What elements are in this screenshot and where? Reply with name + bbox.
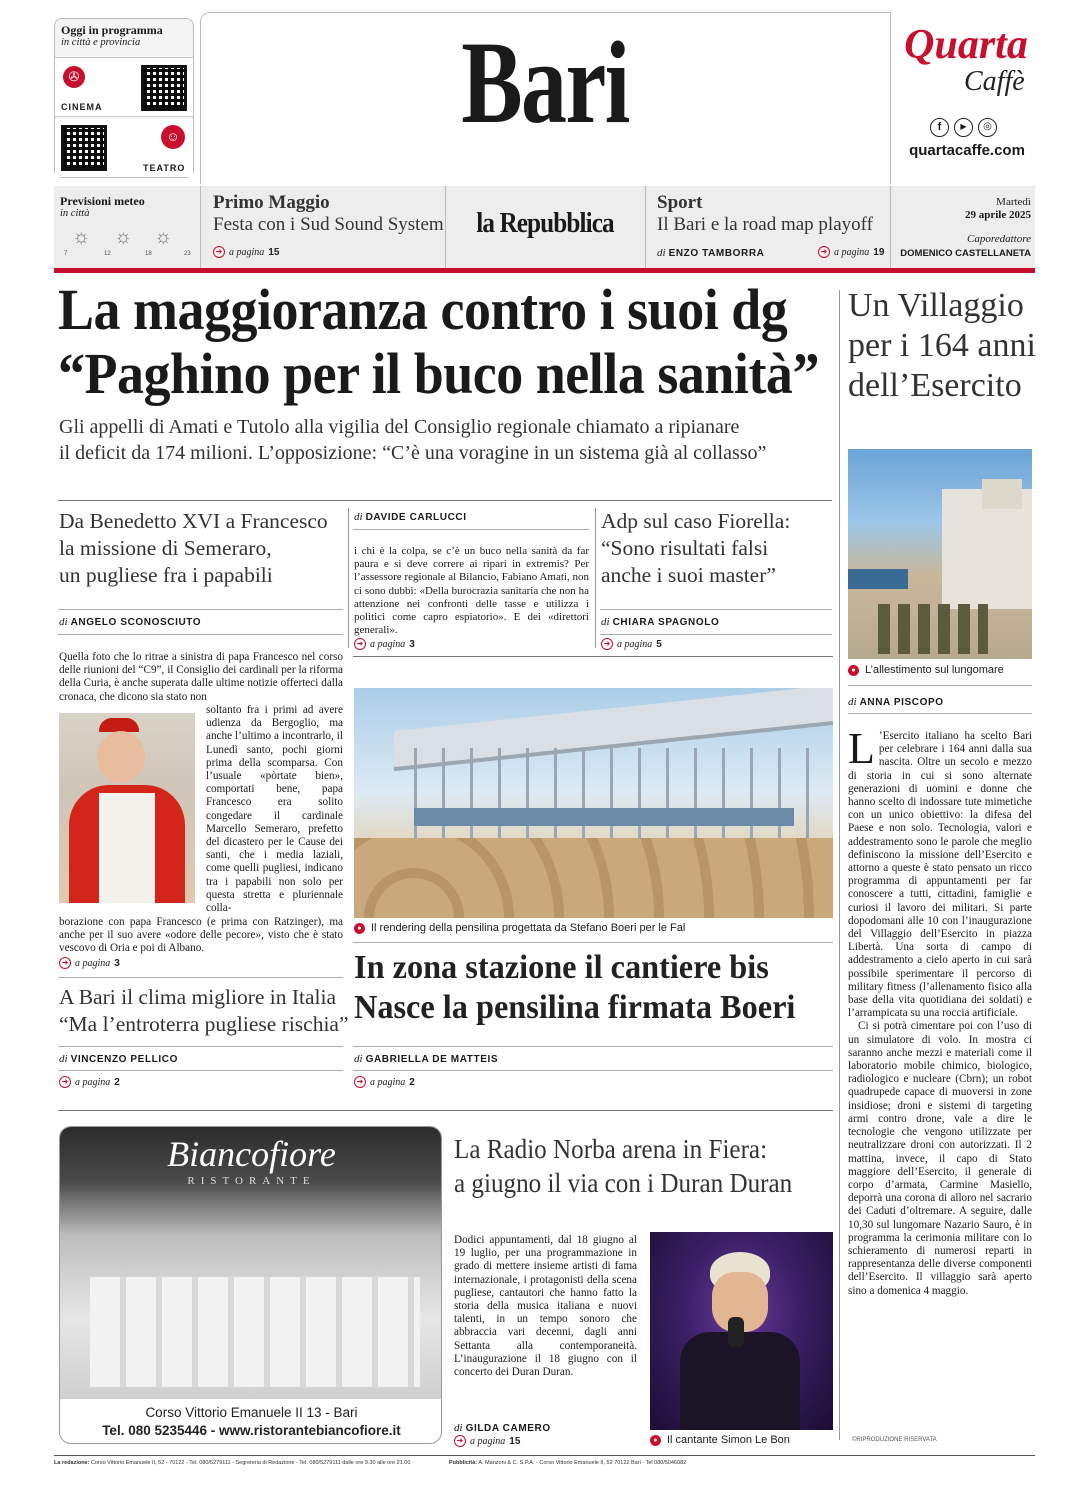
- radio-headline[interactable]: La Radio Norba arena in Fiera: a giugno il via con i Duran Duran: [454, 1134, 793, 1198]
- cinema-label: CINEMA: [61, 102, 103, 112]
- villaggio-text: L ’Esercito italiano ha scelto Bari per celebrare i 164 anni dalla sua nascita. Oltre un secolo e mezzo di storia in cui si sono alternate generazioni di uomini e donne che hanno scelto di indossare tute mimetiche con un unico obiettivo: la difesa del Paese e non solo. Tecnologia, valori e addestramento sono le parole che meglio definiscono la missione dell’Esercito e attorno a queste è stato pensato un ricco programma di appuntamenti per far conoscere a tutti, cittadini, famiglie e curiosi il lavoro dei militari. Si parte dopodomani alle 10 con l’inaugurazione del Villaggio dell’Esercito in piazza Libertà. Una sorta di campo di addestramento a cielo aperto in cui sarà possibile sperimentare il percorso di military fitness (l’allenamento fisico alla base della vita quotidiana dei soldati) e l’arrampicata su una roccia artificiale. Ci si potrà cimentare poi con l’uso di un simulatore di volo. In mostra ci saranno anche mezzi e materiali come il laboratorio mobile chimico, biologico, radiologico e nucleare (Cbrn); un robot quadrupede capace di muoversi in zone insidiose; droni e sistemi di targeting armi contro drone, vale a dire le tecnologie che vengono utilizzate per neutralizzare droni con autorizzati. Il 2 mattina, invece, il capo di Stato maggiore dell’Esercito, il generale di corpo d’armata, Carmine Masiello, deporrà una corona di alloro nel sacrario dei Caduti d’oltremare. A seguire, dalle 10,30 sul lungomare Nazario Sauro, è in programma la cerimonia militare con lo schieramento di numerosi reparti in rappresentanza delle diverse componenti dell’Esercito. Il villaggio sarà aperto sino a domenica 4 maggio.: [848, 724, 1032, 1297]
- lead-byline: di DAVIDE CARLUCCI: [354, 511, 467, 523]
- footer-rule: [54, 1455, 1035, 1456]
- date-day: Martedì: [996, 196, 1031, 208]
- youtube-icon[interactable]: ▶: [954, 118, 973, 137]
- arrow-right-icon: ➜: [213, 246, 225, 258]
- teaser-page-ref[interactable]: ➜ a pagina 15: [213, 246, 279, 258]
- repubblica-logo: la Repubblica: [476, 208, 614, 239]
- papa-page-ref[interactable]: ➜ a pagina 3: [59, 957, 120, 969]
- papa-text-side: soltanto fra i primi ad avere udienza da Bergoglio, ma anche l’ultimo a incontrarlo, il Lunedì santo, pochi giorni prima della scomparsa. Con l’usuale «pòrtate bien», comportati bene, papa Francesco era solito congedare il cardinale Marcello Semeraro, prefetto del dicastero per le Cause dei santi, che i media laziali, come quelli pugliesi, indicano tra i papabili non solo per questa stretta e pluriennale colla-: [206, 704, 343, 915]
- radio-text: Dodici appuntamenti, dal 18 giugno al 19 luglio, per una programmazione in grado di mettere insieme artisti di fama internazionale, i protagonisti della scena pugliese, cantautori che hanno fatto la storia della musica italiana e nuovi talenti, in un tempo sonoro che abbraccia vari decenni, dagli anni Settanta alla contemporaneità. L’inaugurazione il 18 giugno con il concerto dei Duran Duran.: [454, 1234, 637, 1379]
- fiorella-page-ref[interactable]: ➜ a pagina 5: [601, 638, 662, 650]
- programma-box: [54, 18, 194, 178]
- ad-brand: Biancofiore: [167, 1134, 336, 1174]
- sponsor-box[interactable]: [892, 14, 1042, 184]
- stazione-headline[interactable]: In zona stazione il cantiere bis Nasce la pensilina firmata Boeri: [354, 949, 796, 1026]
- programma-title: Oggi in programma: [61, 23, 163, 37]
- ad-contact[interactable]: Tel. 080 5235446 - www.ristorantebiancofiore.it: [102, 1423, 401, 1438]
- clima-headline[interactable]: A Bari il clima migliore in Italia “Ma l’entroterra pugliese rischia”: [59, 985, 349, 1036]
- footer-redazione: La redazione: Corso Vittorio Emanuele II, 52 - 70122 - Tel. 080/5279111 - Segreteria di Redazione - Tel. 080/5279111 dalle ore 9.30 alle ore 21.00: [54, 1460, 411, 1466]
- fiorella-byline: di CHIARA SPAGNOLO: [601, 616, 720, 628]
- teaser-kicker: Sport: [657, 192, 703, 213]
- teaser-primo-maggio[interactable]: [200, 186, 446, 268]
- teaser-page-ref[interactable]: ➜ a pagina 19: [818, 246, 884, 258]
- programma-subtitle: in città e provincia: [61, 37, 141, 48]
- editor-name: DOMENICO CASTELLANETA: [900, 248, 1031, 259]
- cinema-qr-code[interactable]: [141, 65, 187, 111]
- date-date: 29 aprile 2025: [965, 209, 1031, 221]
- clima-page-ref[interactable]: ➜ a pagina 2: [59, 1076, 120, 1088]
- rule: [353, 942, 833, 943]
- rule: [848, 713, 1032, 714]
- date-block: [893, 186, 1035, 268]
- rule: [848, 685, 1032, 686]
- teaser-byline: di ENZO TAMBORRA: [657, 247, 765, 259]
- social-icons: [930, 118, 997, 137]
- rule: [353, 1046, 833, 1047]
- sun-icon: ☼: [154, 226, 173, 248]
- papa-text-bottom: borazione con papa Francesco (e prima con Ratzinger), ma anche per il suo avere «odore delle pecore», visto che è stato vescovo di Oria e poi di Albano.: [59, 916, 343, 955]
- stazione-byline: di GABRIELLA DE MATTEIS: [354, 1053, 499, 1065]
- cardinal-photo: [59, 713, 195, 903]
- footer-pubblicita: Pubblicità: A. Manzoni & C. S.P.A. - Corso Vittorio Emanuele II, 52 70122 Bari - Tel 080/5046082: [449, 1460, 687, 1466]
- meteo-subtitle: in città: [60, 208, 90, 219]
- biancofiore-ad[interactable]: [59, 1126, 442, 1444]
- meteo-hour-3: 18: [145, 251, 152, 257]
- lead-headline-2[interactable]: “Paghino per il buco nella sanità”: [58, 341, 819, 406]
- pensilina-rendering: [354, 688, 833, 918]
- lead-text: i chi è la colpa, se c’è un buco nella sanità da far paura e si deve correre ai ripari in extremis? Per l’assessore regionale al Bilancio, Fabiano Amati, non ci sono dubbi: «Della burocrazia sanitaria che non ha attenzione nei confronti delle tasse e utilizza i politici come capro espiatorio». E dei «direttori generali».: [354, 545, 589, 637]
- film-reel-icon: ✇: [63, 66, 85, 88]
- sun-icon: ☼: [72, 226, 91, 248]
- column-divider: [595, 508, 596, 648]
- lead-deck-1: Gli appelli di Amati e Tutolo alla vigilia del Consiglio regionale chiamato a ripianare: [59, 416, 740, 438]
- copyright: ©RIPRODUZIONE RISERVATA: [852, 1437, 937, 1443]
- villaggio-caption: ● L’allestimento sul lungomare: [848, 664, 1004, 676]
- rule: [58, 634, 343, 635]
- rule: [58, 1070, 343, 1071]
- rule: [353, 1070, 833, 1071]
- teaser-sport[interactable]: [645, 186, 891, 268]
- camera-icon: ●: [354, 923, 365, 934]
- facebook-icon[interactable]: f: [930, 118, 949, 137]
- meteo-box: [54, 186, 198, 268]
- lead-bottom-rule: [58, 500, 832, 501]
- rule: [353, 656, 833, 657]
- lead-headline-1[interactable]: La maggioranza contro i suoi dg: [58, 277, 788, 342]
- arrow-right-icon: ➜: [59, 957, 71, 969]
- ad-address: Corso Vittorio Emanuele II 13 - Bari: [145, 1405, 358, 1420]
- simon-le-bon-photo: [650, 1232, 833, 1430]
- arrow-right-icon: ➜: [818, 246, 830, 258]
- camera-icon: ●: [650, 1435, 661, 1446]
- instagram-icon[interactable]: ◎: [978, 118, 997, 137]
- teatro-qr-code[interactable]: [61, 125, 107, 171]
- arrow-right-icon: ➜: [601, 638, 613, 650]
- stazione-page-ref[interactable]: ➜ a pagina 2: [354, 1076, 415, 1088]
- fiorella-headline[interactable]: Adp sul caso Fiorella: “Sono risultati falsi anche i suoi master”: [601, 509, 791, 587]
- radio-byline: di GILDA CAMERO: [454, 1422, 551, 1434]
- column-divider: [839, 290, 840, 1440]
- column-divider: [348, 508, 349, 648]
- editor-role: Caporedattore: [967, 233, 1031, 245]
- villaggio-headline[interactable]: Un Villaggio per i 164 anni dell’Esercito: [848, 287, 1036, 404]
- rule: [600, 609, 832, 610]
- rule: [58, 1046, 343, 1047]
- meteo-hour-2: 12: [104, 251, 111, 257]
- rule: [58, 609, 343, 610]
- rule: [58, 1110, 833, 1111]
- sponsor-brand: Quarta: [904, 22, 1028, 68]
- teaser-kicker: Primo Maggio: [213, 192, 330, 213]
- ad-sub: RISTORANTE: [187, 1175, 316, 1187]
- teaser-title: Festa con i Sud Sound System: [213, 214, 444, 235]
- clima-byline: di VINCENZO PELLICO: [59, 1053, 178, 1065]
- radio-page-ref[interactable]: ➜ a pagina 15: [454, 1435, 520, 1447]
- teaser-title: Il Bari e la road map playoff: [657, 214, 873, 235]
- lead-deck-2: il deficit da 174 milioni. L’opposizione: “C’è una voragine in un sistema già al collasso”: [59, 442, 767, 464]
- arrow-right-icon: ➜: [354, 638, 366, 650]
- theatre-mask-icon: ☺: [161, 125, 185, 149]
- rule: [353, 529, 589, 530]
- pensilina-caption: ● Il rendering della pensilina progettata da Stefano Boeri per le Fal: [354, 922, 685, 934]
- masthead-city: Bari: [461, 17, 629, 148]
- meteo-hour-4: 23: [184, 251, 191, 257]
- info-band-red-rule: [54, 268, 1035, 273]
- radio-caption: ● Il cantante Simon Le Bon: [650, 1434, 790, 1446]
- sponsor-brand-sub: Caffè: [964, 66, 1025, 97]
- cinema-card[interactable]: [55, 57, 193, 117]
- sponsor-logo: [896, 24, 1036, 66]
- villaggio-dropcap: L: [848, 724, 875, 773]
- sun-icon: ☼: [114, 226, 133, 248]
- villaggio-byline: di ANNA PISCOPO: [848, 696, 944, 708]
- sponsor-url[interactable]: quartacaffe.com: [909, 142, 1025, 159]
- meteo-hour-1: 7: [64, 251, 68, 257]
- villaggio-photo: [848, 449, 1032, 659]
- meteo-title: Previsioni meteo: [60, 194, 145, 208]
- lead-page-ref[interactable]: ➜ a pagina 3: [354, 638, 415, 650]
- papa-headline[interactable]: Da Benedetto XVI a Francesco la missione di Semeraro, un pugliese fra i papabili: [59, 509, 328, 587]
- papa-text-top: Quella foto che lo ritrae a sinistra di papa Francesco nel corso delle riunioni del “C9”, il Consiglio dei cardinali per la riforma della Curia, è anche superata dalle ultime notizie offerteci dalla cronaca, che dicono sia stato non: [59, 651, 343, 703]
- papa-byline: di ANGELO SCONOSCIUTO: [59, 616, 202, 628]
- teatro-label: TEATRO: [143, 163, 186, 173]
- camera-icon: ●: [848, 665, 859, 676]
- arrow-right-icon: ➜: [454, 1435, 466, 1447]
- arrow-right-icon: ➜: [59, 1076, 71, 1088]
- teatro-card[interactable]: [55, 119, 193, 177]
- arrow-right-icon: ➜: [354, 1076, 366, 1088]
- rule: [58, 977, 343, 978]
- rule: [600, 634, 832, 635]
